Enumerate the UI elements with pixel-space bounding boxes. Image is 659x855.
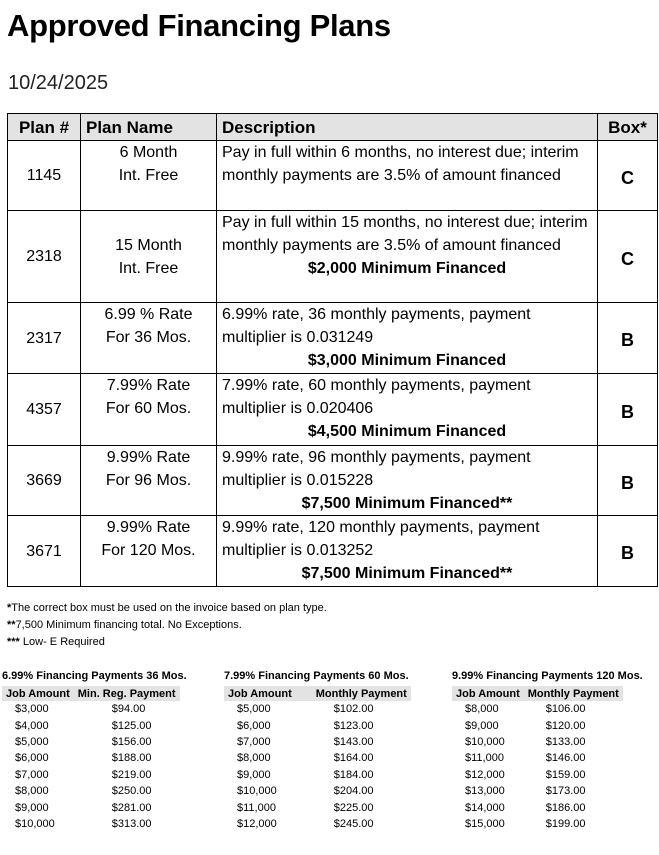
payment-amount: $313.00 [111,817,152,830]
job-amount: $9,000 [237,768,271,781]
header-plan-number: Plan # [8,114,81,141]
payment-amount: $186.00 [545,801,586,814]
plan-name-line1: 6 Month [119,144,178,161]
job-amount: $3,000 [15,703,49,716]
plan-number: 2318 [8,211,81,303]
payment-row [2,783,180,799]
table-row [8,211,658,303]
payment-row [452,783,623,799]
plan-name [81,446,217,516]
plan-description [217,374,598,446]
payments-table-60 [224,670,411,832]
payment-row [224,767,411,783]
payment-amount: $123.00 [333,719,374,732]
plan-name-line1: 9.99% Rate [106,449,191,466]
job-amount: $12,000 [465,768,505,781]
footnote-3-text: Low- E Required [19,636,105,648]
payment-row [224,783,411,799]
plan-name-line2: For 36 Mos. [105,329,192,346]
payments-table-title: 6.99% Financing Payments 36 Mos. [2,670,187,682]
header-description: Description [217,114,598,141]
footnotes [7,600,327,651]
job-amount: $6,000 [237,719,271,732]
minimum-financed: $7,500 Minimum Financed** [301,565,513,582]
minimum-financed: $7,500 Minimum Financed** [301,495,513,512]
financing-plans-table [7,113,658,587]
footnote-3-mark: *** [7,636,20,648]
description-text: 9.99% rate, 120 monthly payments, payment multiplier is 0.013252 [222,519,540,559]
payment-row [2,767,180,783]
payment-row [452,767,623,783]
job-amount: $10,000 [15,817,55,830]
footnote-2-text: 7,500 Minimum financing total. No Exceptions. [15,619,242,631]
job-amount: $5,000 [15,735,49,748]
payments-header-row [224,686,411,701]
footnote-2-mark: ** [7,619,16,631]
job-amount: $15,000 [465,817,505,830]
payment-row [224,816,411,832]
job-amount: $9,000 [465,719,499,732]
plan-name-line2: Int. Free [118,167,179,184]
plan-box: B [598,446,658,516]
plan-name-line2: For 60 Mos. [105,400,192,417]
payment-amount: $245.00 [333,817,374,830]
footnote-3 [7,634,327,651]
payments-header-row [452,686,623,701]
header-box: Box* [598,114,658,141]
plan-description [217,141,598,211]
payment-amount: $250.00 [111,785,152,798]
page-title: Approved Financing Plans [7,8,391,43]
payment-header: Min. Reg. Payment [74,686,180,701]
plan-name-line1: 6.99 % Rate [104,306,193,323]
payments-header-row [2,686,180,701]
payment-amount: $146.00 [545,752,586,765]
plan-name-line1: 9.99% Rate [106,519,191,536]
payment-row [224,750,411,766]
payment-row [452,750,623,766]
payment-header: Monthly Payment [524,686,623,701]
payment-row [452,799,623,815]
plan-box: B [598,303,658,374]
table-row [8,303,658,374]
payment-amount: $125.00 [111,719,152,732]
plan-name-line2: For 96 Mos. [105,472,192,489]
payments-table-title: 9.99% Financing Payments 120 Mos. [452,670,643,682]
job-amount-header: Job Amount [224,686,296,701]
payment-row [2,717,180,733]
table-row [8,516,658,587]
job-amount: $8,000 [237,752,271,765]
plan-description [217,516,598,587]
payment-row [224,717,411,733]
footnote-1-text: The correct box must be used on the invoice based on plan type. [11,602,327,614]
job-amount: $13,000 [465,785,505,798]
plan-description [217,211,598,303]
description-text: 7.99% rate, 60 monthly payments, payment multiplier is 0.020406 [222,377,531,417]
job-amount: $7,000 [15,768,49,781]
table-row [8,141,658,211]
plan-box: C [598,141,658,211]
description-text: Pay in full within 15 months, no interest due; interim monthly payments are 3.5% of amount financed [222,214,588,254]
payment-amount: $133.00 [545,735,586,748]
payment-amount: $281.00 [111,801,152,814]
payment-amount: $120.00 [545,719,586,732]
plan-box: B [598,374,658,446]
payment-amount: $102.00 [333,703,374,716]
plan-name-line2: For 120 Mos. [101,542,196,559]
payment-row [2,816,180,832]
payment-row [452,816,623,832]
plan-name [81,374,217,446]
payment-amount: $164.00 [333,752,374,765]
plan-name-line1: 7.99% Rate [106,377,191,394]
plan-name [81,303,217,374]
payment-row [2,701,180,717]
plan-number: 1145 [8,141,81,211]
table-header-row [8,114,658,141]
footnote-1-mark: * [7,602,12,614]
footnote-1 [7,600,327,617]
payment-amount: $204.00 [333,785,374,798]
job-amount: $9,000 [15,801,49,814]
minimum-financed: $4,500 Minimum Financed [307,423,507,440]
payment-row [452,701,623,717]
plan-box: B [598,516,658,587]
payment-row [2,799,180,815]
payment-amount: $188.00 [111,752,152,765]
page-date: 10/24/2025 [8,72,109,94]
payment-row [224,734,411,750]
plan-name [81,516,217,587]
plan-number: 2317 [8,303,81,374]
description-text: 9.99% rate, 96 monthly payments, payment multiplier is 0.015228 [222,449,531,489]
payment-amount: $106.00 [545,703,586,716]
plan-name [81,141,217,211]
plan-name [81,211,217,303]
job-amount: $10,000 [465,735,505,748]
job-amount-header: Job Amount [2,686,74,701]
job-amount: $4,000 [15,719,49,732]
payment-amount: $94.00 [111,703,146,716]
job-amount: $10,000 [237,785,277,798]
plan-box: C [598,211,658,303]
job-amount-header: Job Amount [452,686,524,701]
job-amount: $5,000 [237,703,271,716]
payment-amount: $219.00 [111,768,152,781]
job-amount: $8,000 [465,703,499,716]
job-amount: $8,000 [15,785,49,798]
plan-name-line2: Int. Free [118,259,179,277]
job-amount: $14,000 [465,801,505,814]
job-amount: $6,000 [15,752,49,765]
payment-amount: $199.00 [545,817,586,830]
plan-name-line1: 15 Month [115,236,182,254]
job-amount: $12,000 [237,817,277,830]
payment-amount: $159.00 [545,768,586,781]
description-text: Pay in full within 6 months, no interest due; interim monthly payments are 3.5% of amount financed [222,144,579,184]
plan-number: 4357 [8,374,81,446]
payment-row [2,734,180,750]
payments-table-120 [452,670,643,832]
plan-number: 3669 [8,446,81,516]
job-amount: $11,000 [237,801,276,814]
table-row [8,374,658,446]
description-text: 6.99% rate, 36 monthly payments, payment multiplier is 0.031249 [222,306,531,346]
payments-table-36 [2,670,187,832]
minimum-financed: $2,000 Minimum Financed [307,260,507,277]
payment-amount: $184.00 [333,768,374,781]
payment-row [452,734,623,750]
payment-amount: $143.00 [333,735,374,748]
payment-amount: $225.00 [333,801,374,814]
payment-row [452,717,623,733]
header-plan-name: Plan Name [81,114,217,141]
payment-row [2,750,180,766]
minimum-financed: $3,000 Minimum Financed [307,352,507,369]
payment-amount: $156.00 [111,735,152,748]
table-row [8,446,658,516]
payment-header: Monthly Payment [296,686,411,701]
payment-row [224,701,411,717]
job-amount: $11,000 [465,752,504,765]
job-amount: $7,000 [237,735,271,748]
plan-description [217,303,598,374]
footnote-2 [7,617,327,634]
payments-table-title: 7.99% Financing Payments 60 Mos. [224,670,409,682]
payment-amount: $173.00 [545,785,586,798]
plan-number: 3671 [8,516,81,587]
payment-row [224,799,411,815]
plan-description [217,446,598,516]
